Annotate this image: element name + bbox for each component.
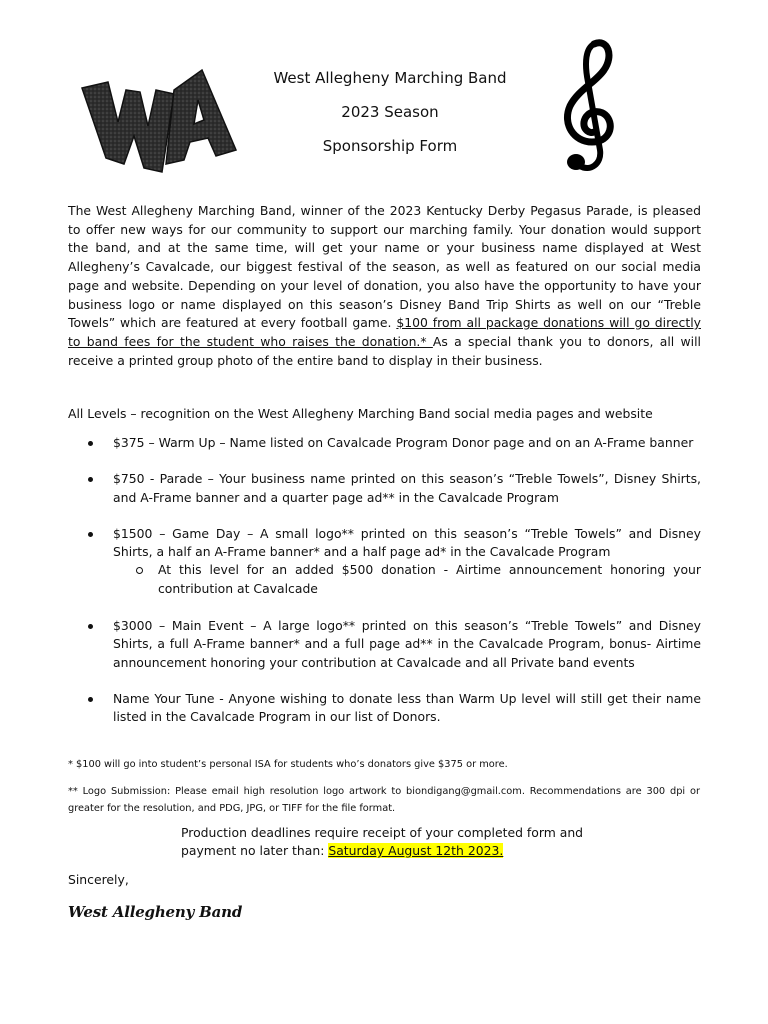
season-title: 2023 Season — [341, 103, 439, 121]
form-header — [240, 70, 540, 172]
bullet-icon — [88, 697, 93, 702]
intro-text: The West Allegheny Marching Band, winner of the 2023 Kentucky Derby Pegasus Parade, is pleased to offer new ways for our community to support our marching family. Your donation would support the band, and at the same time, will get your name or your business name displayed at West Allegheny’s Cavalcade, our biggest festival of the season, as well as featured on our social media page and website. Depending on your level of donation, you also have the opportunity to have your business logo or name displayed on this season’s Disney Band Trip Shirts as well on our “Treble Towels” which are featured at every football game. — [68, 203, 701, 331]
level-text: $375 – Warm Up – Name listed on Cavalcade Program Donor page and on an A-Frame banner — [113, 435, 694, 450]
addon-text: At this level for an added $500 donation - Airtime announcement honoring your contribution at Cavalcade — [158, 562, 701, 596]
level-main-event — [68, 617, 701, 672]
footnote-logo-submission: ** Logo Submission: Please email high resolution logo artwork to biondigang@gmail.com. Recommendations are 300 dpi or greater for the resolution, and PDG, JPG, or TIFF for the file format. — [68, 786, 700, 814]
game-day-addon — [113, 561, 701, 598]
level-name-your-tune — [68, 690, 701, 727]
sub-bullet-icon — [136, 567, 143, 574]
treble-clef-icon — [548, 38, 626, 176]
closing: Sincerely, — [68, 872, 129, 887]
bullet-icon — [88, 624, 93, 629]
bullet-icon — [88, 477, 93, 482]
level-parade — [68, 470, 701, 507]
intro-paragraph — [68, 202, 701, 370]
signature: West Allegheny Band — [68, 903, 243, 921]
intro-tail-text: As a special thank you to donors, all will receive a printed group photo of the entire band to display in their business. — [68, 333, 701, 368]
deadline-text: Production deadlines require receipt of your completed form and payment no later than: — [181, 825, 584, 858]
footnote-isa: * $100 will go into student’s personal ISA for students who’s donators give $375 or more. — [68, 759, 508, 770]
level-text: Name Your Tune - Anyone wishing to donate less than Warm Up level will still get their name listed in the Cavalcade Program in our list of Donors. — [113, 690, 701, 725]
band-name-title: West Allegheny Marching Band — [273, 69, 507, 87]
level-warm-up — [68, 434, 701, 452]
deadline-notice — [181, 824, 601, 860]
level-text: $3000 – Main Event – A large logo** printed on this season’s “Treble Towels” and Disney Shirts, a full A-Frame banner* and a full page ad** in the Cavalcade Program, bonus- Airtime announcement honoring your contribution at Cavalcade and all Private band events — [113, 618, 701, 670]
bullet-icon — [88, 441, 93, 446]
level-text: $750 - Parade – Your business name printed on this season’s “Treble Towels”, Disney Shirts, and A-Frame banner and a quarter page ad** in the Cavalcade Program — [113, 471, 701, 505]
form-title: Sponsorship Form — [322, 137, 458, 155]
levels-heading: All Levels – recognition on the West Allegheny Marching Band social media pages and website — [68, 406, 653, 421]
level-text: $1500 – Game Day – A small logo** printed on this season’s “Treble Towels” and Disney Shirts, a half an A-Frame banner* and a half page ad* in the Cavalcade Program — [113, 525, 701, 560]
wa-logo — [78, 60, 238, 175]
intro-underlined-text: $100 from all package donations will go directly to band fees for the student who raises the donation.* — [68, 315, 701, 349]
bullet-icon — [88, 532, 93, 537]
deadline-date: Saturday August 12th 2023. — [328, 843, 504, 858]
sponsorship-levels-list — [68, 434, 708, 745]
level-game-day — [68, 525, 701, 598]
game-day-sublist — [113, 561, 701, 598]
